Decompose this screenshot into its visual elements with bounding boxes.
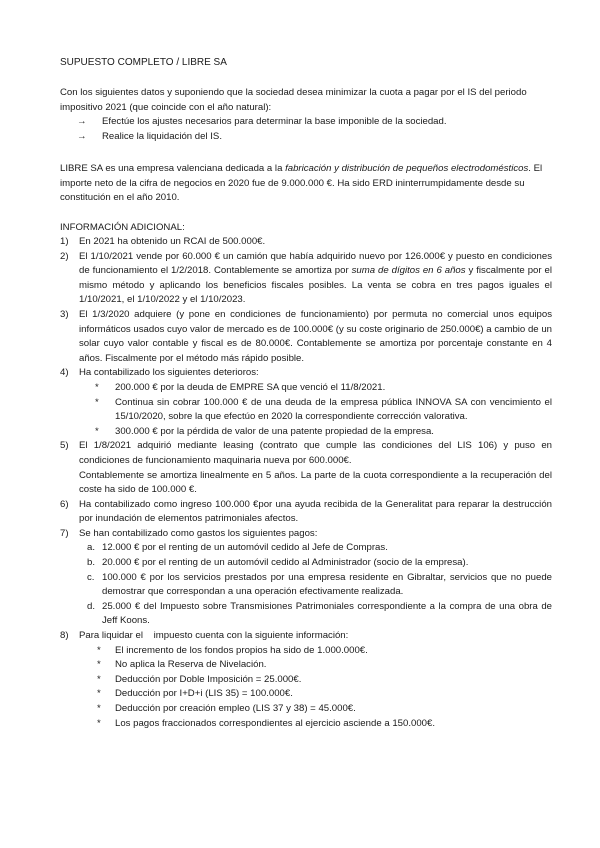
- sub-bullet: [60, 702, 552, 717]
- intro-text: Con los siguientes datos y suponiendo que la sociedad desea minimizar la cuota a pagar por el IS del periodo impositivo 2021 (que coincide con el año natural):: [60, 87, 527, 113]
- list-item: [60, 498, 552, 527]
- item-letter: b.: [87, 557, 96, 569]
- item-text: El 1/8/2021 adquirió mediante leasing (contrato que cumple las condiciones del LIS 106) y puso en condiciones de funcionamiento maquinaria nueva por 600.000€.: [79, 440, 552, 466]
- item-letter: a.: [87, 542, 96, 554]
- bullet-text: Deducción por Doble Imposición = 25.000€.: [115, 673, 302, 685]
- list-item: [60, 527, 552, 542]
- item-letter: c.: [87, 571, 95, 583]
- lettered-item: [60, 571, 552, 600]
- list-item: [60, 235, 552, 250]
- sub-bullet: [60, 381, 552, 396]
- bullet-icon: *: [97, 673, 101, 685]
- bullet-icon: *: [97, 717, 101, 729]
- bullet-icon: *: [97, 644, 101, 656]
- bullet-icon: *: [97, 688, 101, 700]
- lettered-text: 100.000 € por los servicios prestados por una empresa residente en Gibraltar, servicios que no puede demostrar que correspondan a una operación efectivamente realizada.: [102, 571, 552, 598]
- bullet-icon: *: [95, 381, 99, 393]
- lettered-text: 12.000 € por el renting de un automóvil cedido al Jefe de Compras.: [102, 542, 388, 554]
- lettered-text: 20.000 € por el renting de un automóvil cedido al Administrador (socio de la empresa).: [102, 557, 469, 569]
- intro-section: [60, 86, 546, 144]
- lettered-item: [60, 541, 552, 556]
- item-text: El 1/3/2020 adquiere (y pone en condiciones de funcionamiento) por permuta no comercial unos equipos informáticos usados cuyo valor de mercado es de 100.000€ (y su coste originario de 250.000€) a cambio de un solar cuyo valor contable y fiscal es de 80.000€. Contablemente se amortiza por porcentaje constante en 4 años. Fiscalmente por el método más rápido posible.: [79, 308, 552, 364]
- item-text-italic: suma de dígitos en 6 años: [351, 265, 466, 277]
- item-letter: d.: [87, 600, 96, 612]
- item-text: Para liquidar el impuesto cuenta con la siguiente información:: [79, 630, 349, 642]
- item-text: Se han contabilizado como gastos los siguientes pagos:: [79, 527, 318, 539]
- arrow-icon: →: [77, 130, 87, 142]
- company-description: [60, 162, 546, 206]
- arrow-icon: →: [77, 116, 87, 128]
- bullet-text: 300.000 € por la pérdida de valor de una patente propiedad de la empresa.: [115, 425, 434, 437]
- sub-bullet: [60, 658, 552, 673]
- item-text: Ha contabilizado los siguientes deterioros:: [79, 367, 259, 379]
- bullet-text: Deducción por I+D+i (LIS 35) = 100.000€.: [115, 688, 293, 700]
- list-item: [60, 308, 552, 366]
- bullet-icon: *: [95, 396, 99, 408]
- lettered-item: [60, 600, 552, 629]
- list-item: [60, 439, 552, 497]
- lettered-text: 25.000 € del Impuesto sobre Transmisiones Patrimoniales correspondiente a la compra de una obra de Jeff Koons.: [102, 600, 552, 627]
- bullet-text: No aplica la Reserva de Nivelación.: [115, 659, 267, 671]
- company-activity: fabricación y distribución de pequeños electrodomésticos: [285, 163, 529, 174]
- item-text: Ha contabilizado como ingreso 100.000 €por una ayuda recibida de la Generalitat para reparar la destrucción por inundación de elementos patrimoniales afectos.: [79, 498, 552, 525]
- task-item: [60, 115, 546, 130]
- item-number: 1): [60, 236, 69, 247]
- info-heading: INFORMACIÓN ADICIONAL:: [60, 222, 185, 233]
- bullet-text: Los pagos fraccionados correspondientes al ejercicio asciende a 150.000€.: [115, 717, 435, 729]
- item-number: 8): [60, 630, 69, 642]
- item-text: El 1/10/2021 vende por 60.000 € un camión que había adquirido nuevo por 126.000€ y puesto en condiciones de funcionamiento el 1/2/2018. Contablemente se amortiza por: [79, 250, 552, 277]
- task-text: Efectúe los ajustes necesarios para determinar la base imponible de la sociedad.: [102, 116, 447, 128]
- company-text-end: . El importe neto de la cifra de negocios en 2020 fue de 9.000.000 €. Ha sido ERD ininterrumpidamente desde su constitución en el año 2010.: [60, 163, 543, 204]
- item-number: 2): [60, 250, 69, 262]
- item-text: y fiscalmente por el mismo método y aplicando los beneficios fiscales posibles. La venta se cobra en tres pagos iguales el 1/10/2021, el 1/10/2022 y el 1/10/2023.: [79, 265, 552, 306]
- item-number: 7): [60, 527, 69, 539]
- bullet-text: Deducción por creación empleo (LIS 37 y 38) = 45.000€.: [115, 703, 356, 714]
- list-item: [60, 250, 552, 308]
- bullet-text: Continua sin cobrar 100.000 € de una deuda de la empresa pública INNOVA SA con vencimiento el 15/10/2020, sobre la que efectúo en 2020 la correspondiente corrección valorativa.: [115, 396, 552, 423]
- sub-bullet: [60, 396, 552, 425]
- bullet-icon: *: [95, 425, 99, 437]
- task-item: [60, 130, 546, 145]
- info-list: [60, 235, 552, 731]
- list-item: [60, 629, 552, 644]
- document-title: SUPUESTO COMPLETO / LIBRE SA: [60, 57, 227, 68]
- item-number: 5): [60, 440, 69, 452]
- bullet-text: 200.000 € por la deuda de EMPRE SA que venció el 11/8/2021.: [115, 381, 386, 393]
- item-number: 6): [60, 498, 69, 510]
- bullet-icon: *: [97, 703, 101, 714]
- company-text-start: LIBRE SA es una empresa valenciana dedicada a la: [60, 163, 286, 174]
- bullet-icon: *: [97, 659, 101, 671]
- sub-bullet: [60, 687, 552, 702]
- sub-bullet: [60, 425, 552, 440]
- lettered-item: [60, 556, 552, 571]
- sub-bullet: [60, 644, 552, 659]
- item-text: En 2021 ha obtenido un RCAI de 500.000€.: [79, 236, 266, 247]
- sub-bullet: [60, 717, 552, 732]
- sub-bullet: [60, 673, 552, 688]
- item-text: Contablemente se amortiza linealmente en 5 años. La parte de la cuota correspondiente a la recuperación del coste ha sido de 100.000 €.: [79, 469, 552, 496]
- task-text: Realice la liquidación del IS.: [102, 130, 222, 142]
- bullet-text: El incremento de los fondos propios ha sido de 1.000.000€.: [115, 644, 368, 656]
- item-number: 3): [60, 308, 69, 320]
- list-item: [60, 366, 552, 381]
- item-number: 4): [60, 367, 69, 379]
